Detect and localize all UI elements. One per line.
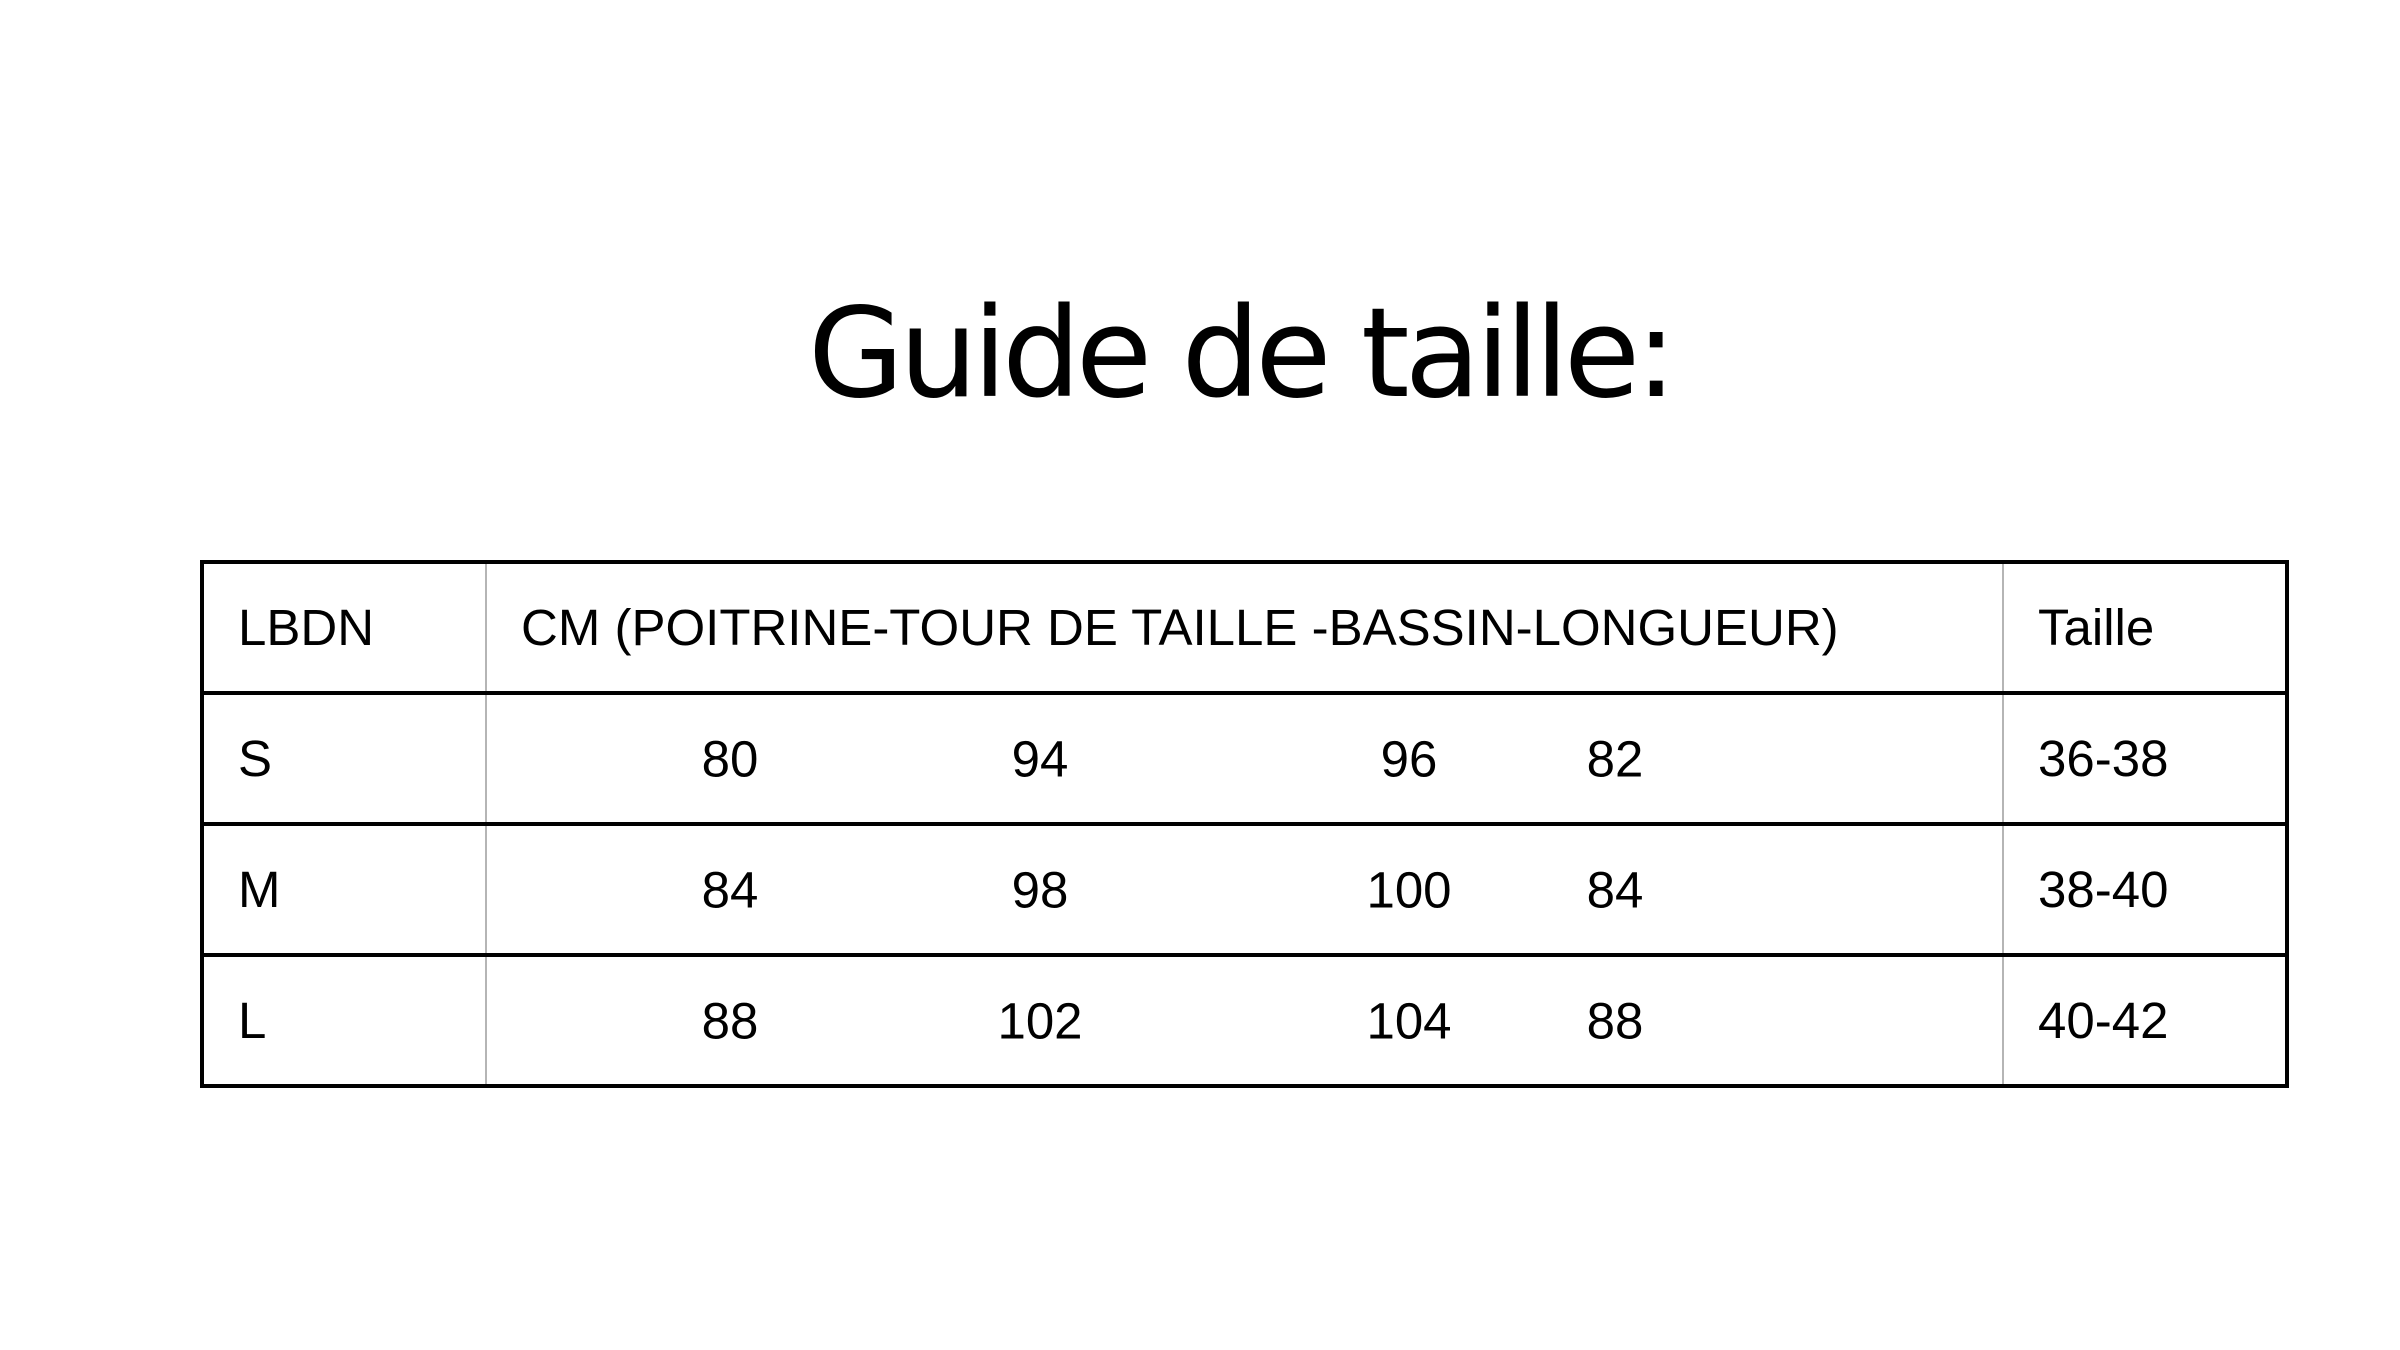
- waist-value: 98: [1011, 861, 1069, 918]
- row-size: 36-38: [2038, 730, 2169, 787]
- header-size-text: Taille: [2038, 599, 2155, 656]
- row-label: S: [238, 730, 273, 787]
- chest-value: 80: [701, 730, 759, 787]
- length-value: 88: [1586, 992, 1644, 1049]
- table-row: [202, 693, 2287, 824]
- table-header-row: [202, 562, 2287, 693]
- waist-value: 102: [997, 992, 1083, 1049]
- hips-value: 96: [1380, 730, 1438, 787]
- size-guide-table: [200, 560, 2289, 1088]
- row-label: L: [238, 992, 267, 1049]
- row-label: M: [238, 861, 281, 918]
- chest-value: 88: [701, 992, 759, 1049]
- table-row: [202, 955, 2287, 1086]
- chest-value: 84: [701, 861, 759, 918]
- row-size-cell: [2003, 693, 2287, 824]
- header-measurements-text: CM (POITRINE-TOUR DE TAILLE -BASSIN-LONGUEUR): [521, 599, 1839, 656]
- row-measurements-cell: [486, 955, 2003, 1086]
- row-measurements-cell: [486, 824, 2003, 955]
- row-size-cell: [2003, 824, 2287, 955]
- row-label-cell: [202, 955, 486, 1086]
- header-cell-measurements: [486, 562, 2003, 693]
- waist-value: 94: [1011, 730, 1069, 787]
- header-cell-label: [202, 562, 486, 693]
- row-size-cell: [2003, 955, 2287, 1086]
- row-label-cell: [202, 693, 486, 824]
- row-size: 38-40: [2038, 861, 2169, 918]
- header-cell-size: [2003, 562, 2287, 693]
- table-row: [202, 824, 2287, 955]
- row-measurements-cell: [486, 693, 2003, 824]
- length-value: 84: [1586, 861, 1644, 918]
- page-title: Guide de taille:: [808, 282, 1672, 426]
- length-value: 82: [1586, 730, 1644, 787]
- hips-value: 104: [1366, 992, 1452, 1049]
- row-size: 40-42: [2038, 992, 2169, 1049]
- header-label-text: LBDN: [238, 599, 375, 656]
- hips-value: 100: [1366, 861, 1452, 918]
- row-label-cell: [202, 824, 486, 955]
